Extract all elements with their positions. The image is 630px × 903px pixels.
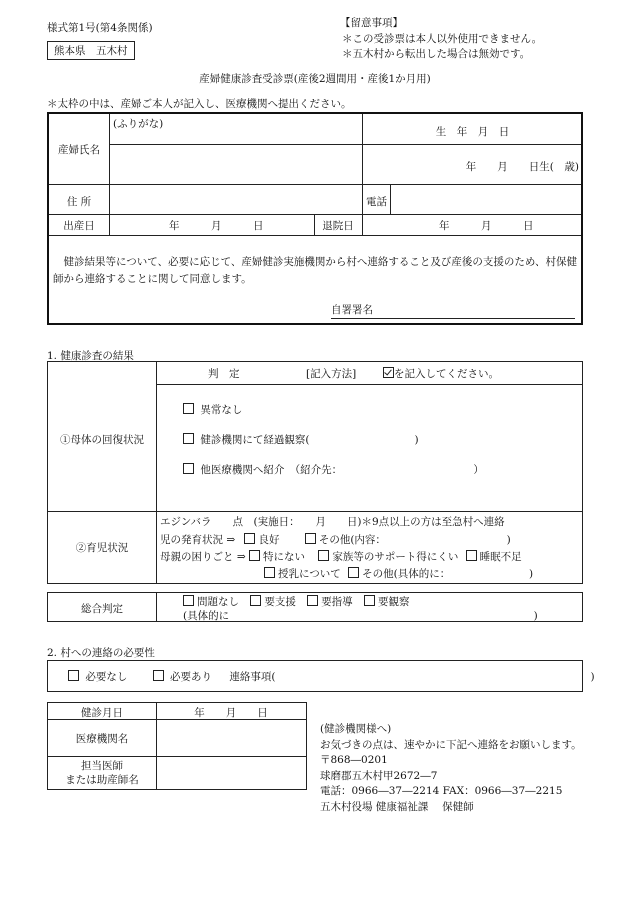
checkbox-icon[interactable]: [318, 550, 329, 561]
results-table: [47, 361, 583, 584]
mother-option[interactable]: その他(具体的に： ): [348, 568, 533, 580]
checkbox-icon[interactable]: [68, 670, 79, 681]
discharge-date-label: 退院日: [322, 220, 354, 232]
signature-line[interactable]: [331, 302, 575, 319]
mother-option[interactable]: 睡眠不足: [466, 551, 522, 563]
overall-options: [183, 594, 410, 609]
epds-line[interactable]: エジンバラ 点 (実施日： 月 日)＊9点以上の方は至急村へ連絡: [160, 516, 505, 528]
checkbox-icon[interactable]: [250, 595, 261, 606]
form-number: 様式第1号(第4条関係): [47, 22, 153, 34]
childcare-label: ②育児状況: [75, 542, 129, 554]
checkbox-icon[interactable]: [264, 567, 275, 578]
phone-label: 電話: [366, 196, 387, 208]
doctor-field[interactable]: [160, 759, 300, 787]
institution-label: 医療機関名: [75, 733, 129, 745]
exam-date-field[interactable]: 年 月 日: [194, 707, 268, 719]
doctor-label: 担当医師 または助産師名: [65, 760, 139, 786]
contact-needed-option[interactable]: 必要あり: [153, 671, 212, 683]
method-instruction: を記入してください。: [383, 366, 499, 381]
development-row: 児の発育状況 ⇒ 良好 その他(内容： ): [160, 534, 511, 546]
checkbox-icon[interactable]: [305, 533, 316, 544]
checkbox-icon[interactable]: [307, 595, 318, 606]
instruction: ＊太枠の中は、産婦ご本人が記入し、医療機関へ提出ください。: [47, 98, 352, 110]
furigana-label: (ふりがな): [113, 118, 164, 130]
birth-field[interactable]: 年 月 日生( 歳): [465, 161, 579, 173]
overall-table: [47, 592, 583, 622]
checkbox-icon[interactable]: [466, 550, 477, 561]
recovery-option[interactable]: 健診機関にて経過観察( ): [183, 432, 419, 447]
mother-option[interactable]: 特にない: [249, 551, 305, 563]
signature-label: 自署署名: [331, 304, 373, 316]
overall-option[interactable]: 要観察: [364, 596, 410, 608]
mother-option[interactable]: 家族等のサポート得にくい: [318, 551, 458, 563]
section1-title: 1. 健康診査の結果: [47, 350, 134, 362]
judgment-header: 判 定: [208, 368, 240, 380]
overall-label: 総合判定: [81, 603, 123, 615]
exam-date-label: 健診月日: [81, 707, 123, 719]
address-field[interactable]: [113, 186, 358, 212]
checkbox-icon[interactable]: [183, 463, 194, 474]
recovery-option[interactable]: 他医療機関へ紹介 （紹介先： ）: [183, 462, 484, 477]
institution-note: (健診機関様へ) お気づきの点は、速やかに下記へ連絡をお願いします。 〒868―0201 球磨郡五木村甲2672―7 電話：0966―37―2214 FAX：0966―37―2215 五木村役場 健康福祉課 保健師: [320, 723, 582, 813]
notes-title: 【留意事項】: [340, 17, 403, 29]
exam-info-table: [47, 702, 307, 790]
checkbox-icon[interactable]: [364, 595, 375, 606]
checkbox-icon[interactable]: [183, 433, 194, 444]
checkmark-box-icon: [383, 367, 394, 378]
overall-option[interactable]: 問題なし: [183, 596, 239, 608]
issuer-label: 熊本県 五木村: [47, 41, 135, 60]
recovery-option[interactable]: 異常なし: [183, 402, 242, 417]
checkbox-icon[interactable]: [153, 670, 164, 681]
section2-title: 2. 村への連絡の必要性: [47, 647, 155, 659]
name-field[interactable]: [113, 146, 358, 182]
consent-text: 健診結果等について、必要に応じて、産婦健診実施機関から村へ連絡すること及び産後の支援のため、村保健師から連絡することに関して同意します。: [53, 256, 577, 285]
delivery-date-label: 出産日: [63, 220, 95, 232]
birth-header: 生 年 月 日: [435, 126, 510, 138]
phone-field[interactable]: [394, 186, 579, 212]
note-line: ＊この受診票は本人以外使用できません。: [342, 33, 543, 45]
mother-concerns-row2: [264, 566, 533, 581]
overall-detail[interactable]: (具体的に ): [183, 610, 538, 622]
address-label: 住 所: [66, 196, 92, 208]
checkbox-icon[interactable]: [244, 533, 255, 544]
form-title: 産婦健康診査受診票(産後2週間用・産後1か月用): [199, 73, 431, 85]
name-label: 産婦氏名: [58, 144, 100, 156]
checkbox-icon[interactable]: [348, 567, 359, 578]
checkbox-icon[interactable]: [183, 595, 194, 606]
contact-none-option[interactable]: 必要なし: [68, 671, 127, 683]
mother-option[interactable]: 授乳について: [264, 568, 341, 580]
method-label: [記入方法]: [306, 368, 357, 380]
delivery-date-field[interactable]: 年 月 日: [169, 220, 264, 232]
contact-items-field[interactable]: 連絡事項( ): [229, 671, 595, 683]
dev-good-option[interactable]: 良好: [244, 534, 279, 546]
checkbox-icon[interactable]: [249, 550, 260, 561]
institution-field[interactable]: [160, 723, 300, 753]
patient-box: [47, 112, 583, 325]
mother-concerns-row: 母親の困りごと ⇒ 特にない 家族等のサポート得にくい 睡眠不足: [160, 551, 522, 563]
contact-box: [47, 660, 595, 692]
overall-option[interactable]: 要支援: [250, 596, 296, 608]
checkbox-icon[interactable]: [183, 403, 194, 414]
dev-other-option[interactable]: その他(内容： ): [305, 534, 511, 546]
recovery-label: ①母体の回復状況: [60, 434, 144, 446]
discharge-date-field[interactable]: 年 月 日: [439, 220, 534, 232]
contact-row: [68, 669, 595, 684]
note-line: ＊五木村から転出した場合は無効です。: [342, 48, 531, 60]
overall-option[interactable]: 要指導: [307, 596, 353, 608]
